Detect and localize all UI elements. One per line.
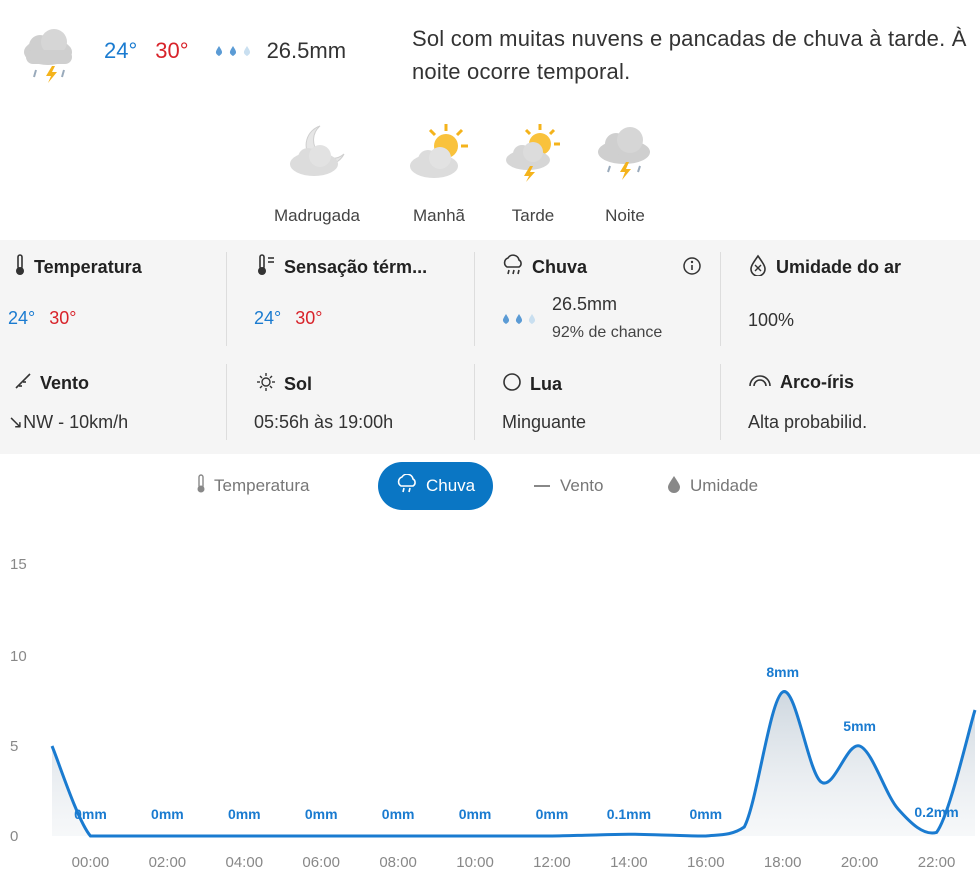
- sun-cloud-icon: [406, 122, 472, 187]
- umidade-value: 100%: [748, 310, 795, 330]
- rain-drops-icon: [213, 43, 257, 59]
- thermometer-icon: [196, 474, 206, 499]
- data-label: 5mm: [843, 718, 876, 734]
- x-tick-label: 04:00: [225, 854, 264, 871]
- period-label-madrugada: Madrugada: [273, 206, 360, 225]
- vento-title: Vento: [14, 372, 89, 395]
- data-label: 0.2mm: [914, 804, 959, 821]
- rain-chart: [0, 540, 980, 850]
- vento-value: ↘NW - 10km/h: [8, 412, 129, 432]
- chuva-chance: 92% de chance: [552, 324, 663, 341]
- lua-value: Minguante: [502, 412, 587, 432]
- rain-cloud-icon: [396, 474, 418, 499]
- humidity-icon: [748, 254, 768, 281]
- summary-max-temp: 30°: [155, 38, 189, 63]
- chuva-title: Chuva: [502, 254, 587, 281]
- x-tick-label: 00:00: [71, 854, 110, 871]
- rain-cloud-icon: [502, 254, 524, 281]
- summary-min-temp: 24°: [104, 38, 138, 63]
- y-tick-label: 10: [10, 648, 27, 665]
- wind-icon: [532, 476, 552, 496]
- data-label: 8mm: [766, 664, 800, 680]
- x-tick-label: 20:00: [840, 854, 879, 871]
- x-tick-label: 10:00: [456, 854, 494, 871]
- tab-vento[interactable]: Vento: [532, 462, 604, 510]
- y-tick-label: 0: [10, 828, 19, 845]
- sol-title: Sol: [256, 372, 312, 397]
- sun-icon: [256, 372, 276, 397]
- x-tick-label: 02:00: [148, 854, 187, 871]
- data-label: 0mm: [74, 806, 107, 822]
- period-label-manha: Manhã: [413, 206, 465, 225]
- period-label-noite: Noite: [605, 206, 645, 225]
- data-label: 0mm: [689, 806, 723, 822]
- chuva-drops-icon: [500, 312, 540, 331]
- x-tick-label: 22:00: [917, 854, 956, 871]
- humidity-icon: [666, 474, 682, 499]
- temperatura-values: 24° 30°: [8, 308, 77, 328]
- cloud-rain-lightning-icon: [594, 122, 656, 187]
- arco-title: Arco-íris: [748, 372, 854, 393]
- data-label: 0mm: [304, 806, 338, 822]
- info-icon[interactable]: [682, 256, 702, 281]
- tab-temperatura[interactable]: Temperatura: [196, 462, 309, 510]
- x-tick-label: 06:00: [302, 854, 340, 871]
- period-label-tarde: Tarde: [511, 206, 555, 225]
- summary-rain: 26.5mm: [266, 38, 347, 63]
- y-tick-label: 5: [10, 738, 19, 755]
- data-label: 0mm: [151, 806, 184, 822]
- x-tick-label: 16:00: [687, 854, 725, 871]
- thermometer-icon: [14, 254, 26, 281]
- data-label: 0mm: [458, 806, 492, 822]
- x-tick-label: 12:00: [533, 854, 571, 871]
- y-tick-label: 15: [10, 556, 27, 573]
- moon-icon: [502, 372, 522, 397]
- sun-cloud-lightning-icon: [502, 122, 564, 187]
- wind-icon: [14, 372, 32, 395]
- sensacao-values: 24° 30°: [254, 308, 323, 328]
- x-tick-label: 14:00: [610, 854, 648, 871]
- tab-umidade[interactable]: Umidade: [666, 462, 758, 510]
- summary-weather-icon: [18, 22, 80, 84]
- details-panel: [0, 240, 980, 454]
- temperatura-title: Temperatura: [14, 254, 142, 281]
- tab-chuva[interactable]: Chuva: [378, 462, 493, 510]
- umidade-title: Umidade do ar: [748, 254, 901, 281]
- data-label: 0mm: [535, 806, 569, 822]
- summary-description: Sol com muitas nuvens e pancadas de chuva à tarde. À noite ocorre temporal.: [412, 26, 967, 84]
- data-label: 0mm: [381, 806, 415, 822]
- sensacao-title: Sensação térm...: [256, 254, 427, 281]
- feels-like-thermometer-icon: [256, 254, 276, 281]
- x-tick-label: 18:00: [763, 854, 802, 871]
- data-label: 0mm: [227, 806, 261, 822]
- rainbow-icon: [748, 372, 772, 393]
- data-label: 0.1mm: [606, 806, 652, 822]
- moon-cloud-icon: [286, 122, 350, 187]
- sol-value: 05:56h às 19:00h: [254, 412, 394, 432]
- lua-title: Lua: [502, 372, 562, 397]
- x-tick-label: 08:00: [379, 854, 417, 871]
- arco-value: Alta probabilid.: [748, 412, 868, 432]
- chuva-amount: 26.5mm: [552, 294, 618, 314]
